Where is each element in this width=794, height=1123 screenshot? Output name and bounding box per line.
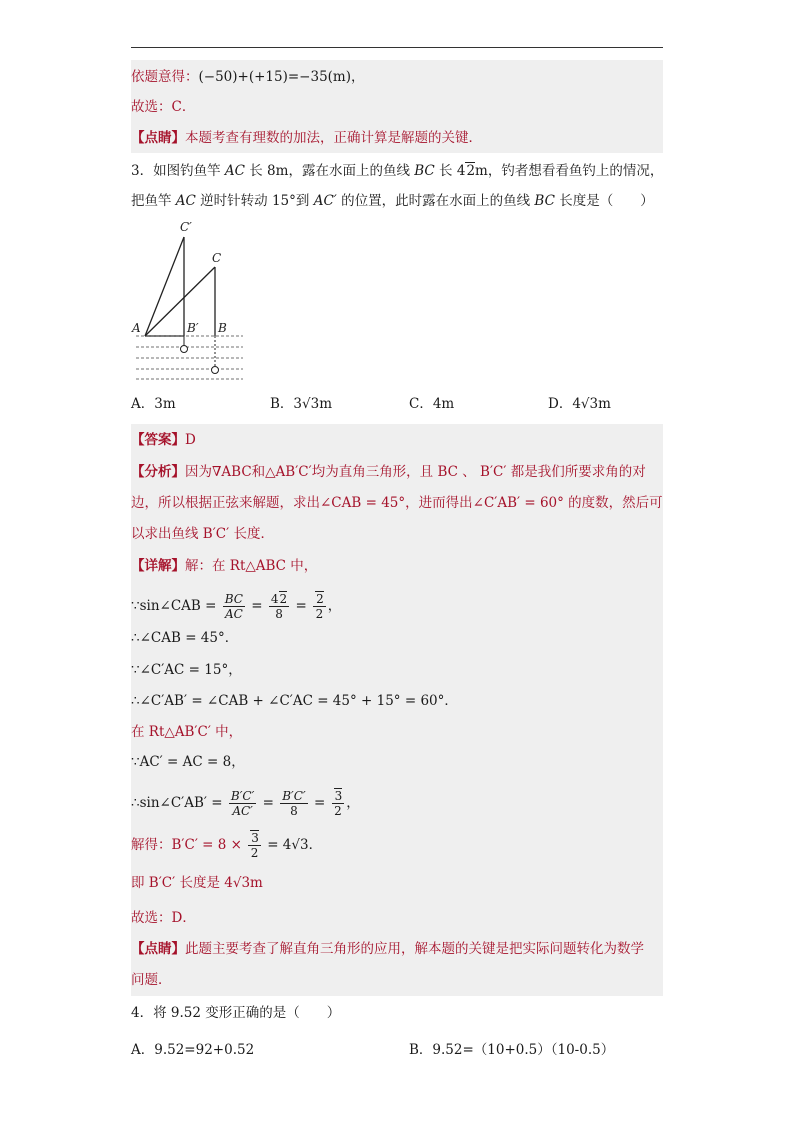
detail-line10: 即 B′C′ 长度是 4√3m xyxy=(131,875,263,891)
detail-tag: 【详解】 xyxy=(131,558,185,574)
prev-solution-choice: 故选：C． xyxy=(131,99,196,115)
header-rule xyxy=(131,47,663,48)
detail-text: 解：在 Rt△ABC 中， xyxy=(185,558,318,574)
fraction: $\frac{B'C'}{8}$ xyxy=(282,789,306,818)
fraction: $\frac{B'C'}{AC'}$ xyxy=(230,789,255,818)
answer-value: D xyxy=(185,432,196,448)
analysis-line1 xyxy=(131,462,646,482)
label-c: C xyxy=(212,251,222,265)
analysis-line3: 以求出鱼线 B′C′ 长度． xyxy=(131,526,274,542)
label-b: B xyxy=(218,321,227,335)
stem-text: 逆时针转动 15°到 xyxy=(200,193,310,209)
analysis-tag: 【分析】 xyxy=(131,464,185,480)
detail-line9 xyxy=(131,831,322,860)
label-a: A xyxy=(132,321,141,335)
math-text: ∴sin∠C′AB′ = xyxy=(131,795,223,811)
comment-line1 xyxy=(131,939,644,959)
comment-tag: 【点睛】 xyxy=(131,941,185,957)
comment-tag: 【点睛】 xyxy=(131,130,185,146)
detail-line6: 在 Rt△AB′C′ 中， xyxy=(131,724,243,740)
stem-text: 长 8m，露在水面上的鱼线 xyxy=(249,163,410,179)
prev-solution-line xyxy=(131,67,365,87)
analysis-text: 因为∇ABC和△AB′C′均为直角三角形，且 BC 、 B′C′ 都是我们所要求角的对 xyxy=(185,464,646,480)
rod-ac xyxy=(145,267,215,336)
detail-line8: ∴sin∠C′AB′ = $\frac{B'C'}{AC'}$ = $\frac{B'C'}{8}$ = $\frac{3}{2}$ ， xyxy=(131,789,360,818)
detail-line4: ∵∠C′AC = 15°， xyxy=(131,662,242,678)
comment-text: 本题考查有理数的加法，正确计算是解题的关键． xyxy=(185,130,482,146)
detail-line2: ∵sin∠CAB = $\frac{BC}{AC}$ = $\frac{42}{8}$ = $\frac{2}{2}$ ， xyxy=(131,592,342,621)
option-b[interactable]: B．3√3m xyxy=(270,396,333,412)
stem-text: 把鱼竿 xyxy=(131,193,172,209)
hook xyxy=(212,367,219,374)
stem-text: 长 xyxy=(439,163,453,179)
answer-line xyxy=(131,430,196,450)
comment-text: 此题主要考查了解直角三角形的应用，解本题的关键是把实际问题转化为数学 xyxy=(185,941,644,957)
fraction: $\frac{BC}{AC}$ xyxy=(224,592,243,621)
answer-tag: 【答案】 xyxy=(131,432,185,448)
detail-line3: ∴∠CAB = 45°． xyxy=(131,630,239,646)
detail-line7: ∵AC′ = AC = 8， xyxy=(131,754,245,770)
math-text: = 4√3． xyxy=(267,837,323,853)
hook xyxy=(181,346,188,353)
detail-line1 xyxy=(131,556,317,576)
fraction: $\frac{42}{8}$ xyxy=(270,592,288,621)
option-a[interactable]: A．3m xyxy=(131,396,176,412)
option-d[interactable]: D．4√3m xyxy=(548,396,611,412)
fraction: $\frac{2}{2}$ xyxy=(313,592,326,621)
detail-line11: 故选：D． xyxy=(131,910,196,926)
q4-option-a[interactable]: A．9.52=92+0.52 xyxy=(131,1042,255,1058)
stem-text: ，钓者想看看鱼钓上的情况， xyxy=(487,163,664,179)
comment-line2: 问题． xyxy=(131,972,172,988)
q3-stem-line1: 3．如图钓鱼竿 AC 长 8m，露在水面上的鱼线 BC 长 42m，钓者想看看鱼钓上的情况， xyxy=(131,163,664,179)
formula: (−50)+(+15)=−35(m)， xyxy=(198,69,365,85)
option-c[interactable]: C．4m xyxy=(409,396,455,412)
math-text: ∵sin∠CAB = xyxy=(131,598,217,614)
fraction: $\frac{3}{2}$ xyxy=(248,831,261,860)
label-c-prime: C′ xyxy=(180,220,192,234)
fraction: $\frac{3}{2}$ xyxy=(332,789,345,818)
fishing-rod-figure xyxy=(131,215,251,385)
solution-text: 依题意得： xyxy=(131,69,199,85)
math-text: 解得：B′C′ = 8 × xyxy=(131,837,242,853)
label-b-prime: B′ xyxy=(187,321,199,335)
stem-text: 3．如图钓鱼竿 xyxy=(131,163,221,179)
q3-stem-line2: 把鱼竿 AC 逆时针转动 15°到 AC′ 的位置，此时露在水面上的鱼线 BC 长度是（ ） xyxy=(131,193,654,209)
q4-stem: 4．将 9.52 变形正确的是（ ） xyxy=(131,1005,341,1021)
stem-text: 长度是（ ） xyxy=(559,193,654,209)
analysis-line2: 边，所以根据正弦来解题，求出∠CAB = 45°，进而得出∠C′AB′ = 60° 的度数，然后可 xyxy=(131,495,663,511)
rod-ac-prime xyxy=(145,237,184,336)
prev-comment xyxy=(131,128,482,148)
detail-line5: ∴∠C′AB′ = ∠CAB + ∠C′AC = 45° + 15° = 60°． xyxy=(131,693,458,709)
stem-text: 的位置，此时露在水面上的鱼线 xyxy=(341,193,531,209)
q4-option-b[interactable]: B．9.52=（10+0.5）（10-0.5） xyxy=(409,1042,615,1058)
